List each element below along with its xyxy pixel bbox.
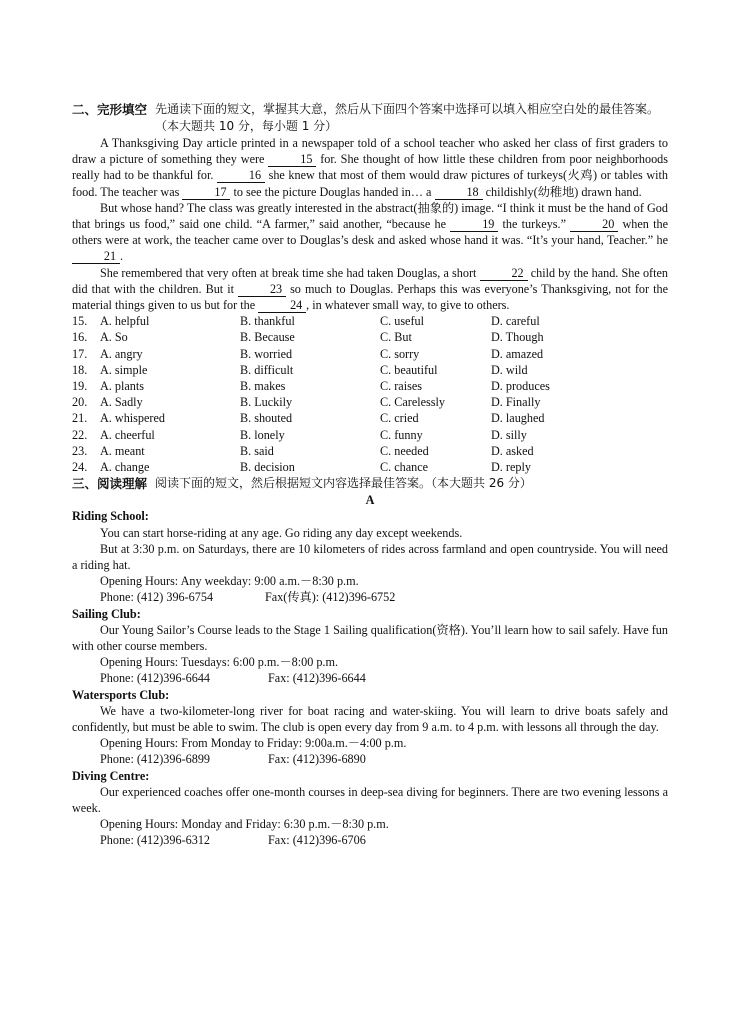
cloze-text: the turkeys.” [498, 217, 571, 232]
club-text: Our experienced coaches offer one-month courses in deep-sea diving for beginners. There are two evening lessons a week. [72, 784, 668, 815]
option-row [72, 378, 668, 394]
blank-17: 17 [182, 186, 230, 200]
cloze-paragraph-3 [72, 265, 668, 314]
contact-line [72, 589, 668, 605]
cloze-text: But whose hand? The class was greatly interested in the abstract(抽象的) image. “I think it must be the hand of God that brings us food,” said one child. “A farmer,” said another, “because he [72, 200, 668, 232]
option-b: B. makes [240, 378, 286, 393]
option-a: A. Sadly [100, 395, 143, 410]
blank-21: 21 [72, 250, 120, 264]
contact-line [72, 670, 668, 686]
exam-page [72, 101, 668, 849]
fax-number: Fax(传真): (412)396-6752 [265, 590, 396, 605]
option-a: A. simple [100, 362, 148, 377]
reading-part-label: A [365, 493, 375, 508]
club-name-sailing: Sailing Club: [72, 606, 141, 621]
cloze-text: she knew that most of them would draw pictures of turkeys(火鸡) or tables with food. The teacher was [72, 168, 669, 199]
blank-15: 15 [268, 153, 316, 167]
option-c: C. cried [380, 411, 419, 426]
cloze-text: for. She thought of how little these children from poor neighborhoods really had to be thankful for. [72, 152, 669, 183]
option-a: A. plants [100, 378, 145, 393]
club-name-watersports: Watersports Club: [72, 687, 170, 702]
option-c: C. Carelessly [380, 395, 445, 410]
option-a: A. cheerful [100, 427, 155, 442]
fax-number: Fax: (412)396-6644 [268, 671, 366, 686]
club-name-riding: Riding School: [72, 509, 149, 524]
option-d: D. reply [491, 459, 531, 474]
blank-16: 16 [217, 169, 265, 183]
question-number: 16. [72, 330, 88, 345]
option-c: C. funny [380, 427, 423, 442]
option-row [72, 346, 668, 362]
cloze-paragraph-1 [72, 135, 668, 200]
section-3-instruction: 阅读下面的短文，然后根据短文内容选择最佳答案。（本大题共 26 分） [155, 476, 532, 491]
cloze-text: childishly(幼稚地) drawn hand. [482, 184, 642, 199]
option-b: B. lonely [240, 427, 285, 442]
cloze-text: when the others were at work, the teacher came over to Douglas’s desk and asked whose hand it was. “It’s your hand, Teacher.” he [72, 217, 668, 248]
option-a: A. change [100, 459, 150, 474]
option-b: B. Because [240, 330, 295, 345]
option-b: B. shouted [240, 411, 293, 426]
blank-19: 19 [450, 218, 498, 232]
club-text: But at 3:30 p.m. on Saturdays, there are 10 kilometers of rides across farmland and open countryside. You will need a riding hat. [72, 541, 668, 572]
option-d: D. amazed [491, 346, 544, 361]
cloze-paragraph-2 [72, 200, 668, 265]
section-3-title [72, 475, 668, 492]
phone-number: Phone: (412)396-6644 [100, 671, 211, 686]
question-number: 23. [72, 443, 88, 458]
option-b: B. Luckily [240, 395, 293, 410]
option-a: A. So [100, 330, 128, 345]
club-text: We have a two-kilometer-long river for boat racing and water-skiing. You will learn to drive boats safely and confidently, but must be able to swim. The club is open every day from 9 a.m. to 4 p.m. with lessons all through the day. [72, 703, 668, 734]
blank-24: 24 [258, 299, 306, 313]
option-c: C. useful [380, 314, 425, 329]
cloze-text: . [120, 249, 124, 264]
option-c: C. beautiful [380, 362, 438, 377]
option-row [72, 427, 668, 443]
option-a: A. angry [100, 346, 143, 361]
question-number: 17. [72, 346, 88, 361]
club-name-diving: Diving Centre: [72, 768, 150, 783]
question-number: 22. [72, 427, 88, 442]
section-3-label: 三、阅读理解 [72, 476, 148, 492]
option-d: D. produces [491, 378, 550, 393]
contact-line [72, 751, 668, 767]
opening-hours: Opening Hours: Monday and Friday: 6:30 p.m.－8:30 p.m. [100, 817, 389, 832]
answer-options [72, 313, 668, 475]
cloze-text: child by the hand. She often did that with the children. But it [72, 265, 668, 296]
option-b: B. thankful [240, 314, 295, 329]
phone-number: Phone: (412) 396-6754 [100, 590, 214, 605]
option-a: A. helpful [100, 314, 150, 329]
question-number: 24. [72, 459, 88, 474]
option-c: C. sorry [380, 346, 420, 361]
option-b: B. decision [240, 459, 295, 474]
section-2-title [72, 101, 668, 135]
blank-20: 20 [570, 218, 618, 232]
option-a: A. whispered [100, 411, 165, 426]
option-d: D. silly [491, 427, 527, 442]
option-d: D. asked [491, 443, 534, 458]
option-row [72, 313, 668, 329]
option-d: D. wild [491, 362, 528, 377]
question-number: 18. [72, 362, 88, 377]
fax-number: Fax: (412)396-6706 [268, 833, 366, 848]
blank-22: 22 [480, 267, 528, 281]
club-text: Our Young Sailor’s Course leads to the Stage 1 Sailing qualification(资格). You’ll learn how to sail safely. Have fun with other course members. [72, 622, 668, 653]
option-row [72, 394, 668, 410]
option-row [72, 459, 668, 475]
question-number: 20. [72, 395, 88, 410]
section-2-instruction: 先通读下面的短文，掌握其大意，然后从下面四个答案中选择可以填入相应空白处的最佳答案。（本大题共 10 分，每小题 1 分） [155, 102, 660, 133]
question-number: 15. [72, 314, 88, 329]
option-row [72, 329, 668, 345]
blank-18: 18 [435, 186, 483, 200]
option-b: B. said [240, 443, 274, 458]
option-d: D. Finally [491, 395, 541, 410]
option-c: C. chance [380, 459, 429, 474]
option-row [72, 443, 668, 459]
option-c: C. needed [380, 443, 429, 458]
option-c: C. raises [380, 378, 422, 393]
club-text: You can start horse-riding at any age. Go riding any day except weekends. [100, 525, 463, 540]
cloze-text: to see the picture Douglas handed in… a [230, 184, 435, 199]
option-row [72, 410, 668, 426]
option-d: D. laughed [491, 411, 545, 426]
cloze-text: A Thanksgiving Day article printed in a newspaper told of a school teacher who asked her class of first graders to draw a picture of something they were [72, 136, 668, 167]
question-number: 19. [72, 378, 88, 393]
option-a: A. meant [100, 443, 145, 458]
phone-number: Phone: (412)396-6899 [100, 752, 211, 767]
cloze-text: She remembered that very often at break time she had taken Douglas, a short [100, 265, 480, 280]
cloze-text: , in whatever small way, to give to others. [306, 298, 510, 313]
contact-line [72, 832, 668, 848]
opening-hours: Opening Hours: Any weekday: 9:00 a.m.－8:30 p.m. [100, 574, 359, 589]
option-b: B. difficult [240, 362, 294, 377]
phone-number: Phone: (412)396-6312 [100, 833, 211, 848]
option-d: D. careful [491, 314, 540, 329]
option-row [72, 362, 668, 378]
blank-23: 23 [238, 283, 286, 297]
opening-hours: Opening Hours: From Monday to Friday: 9:00a.m.－4:00 p.m. [100, 736, 407, 751]
question-number: 21. [72, 411, 88, 426]
option-c: C. But [380, 330, 412, 345]
option-b: B. worried [240, 346, 293, 361]
option-d: D. Though [491, 330, 544, 345]
fax-number: Fax: (412)396-6890 [268, 752, 366, 767]
section-2-label: 二、完形填空 [72, 102, 148, 117]
cloze-text: so much to Douglas. Perhaps this was everyone’s Thanksgiving, not for the material things given to us but for the [72, 281, 669, 313]
opening-hours: Opening Hours: Tuesdays: 6:00 p.m.－8:00 p.m. [100, 655, 339, 670]
